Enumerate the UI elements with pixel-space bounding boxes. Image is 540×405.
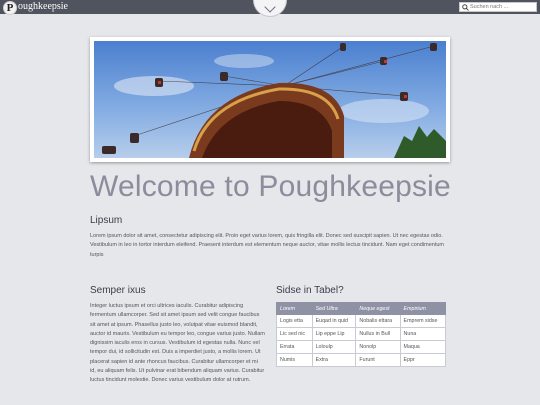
table-cell: Logis etta [277, 315, 313, 328]
semper-heading: Semper ixus [90, 285, 146, 296]
search-box[interactable] [459, 2, 537, 12]
table-row [277, 354, 446, 367]
table-row [277, 315, 446, 328]
chevron-down-icon [264, 1, 275, 12]
table-cell: Furunt [356, 354, 400, 367]
data-table [276, 302, 446, 367]
table-heading: Sidse in Tabel? [276, 285, 344, 296]
lipsum-paragraph: Lorem ipsum dolor sit amet, consectetur adipiscing elit. Proin eget varius lorem, quis fringilla elit. Donec sed suscipit sapien. Ut nec egestas odio. Vestibulum in leo in tortor interdum eleifend. Praesent interdum est elementum neque auctor, vitae mollis lectus tincidunt. Nam eget condimentum turpis [90, 233, 445, 258]
table-cell: Extra [312, 354, 356, 367]
page-title: Welcome to Poughkeepsie [90, 170, 451, 203]
table-cell: Loloulp [312, 341, 356, 354]
lipsum-heading: Lipsum [90, 215, 123, 226]
search-icon [462, 4, 469, 11]
site-name[interactable]: oughkeepsie [18, 1, 68, 12]
site-logo[interactable]: P [3, 1, 17, 15]
column-header: Sed Ultra [312, 303, 356, 315]
table-cell: Numis [277, 354, 313, 367]
column-header: Neque egest [356, 303, 400, 315]
table-cell: Lip eppe Lip [312, 328, 356, 341]
swing-carousel-photo [94, 41, 446, 158]
column-header: Lorem [277, 303, 313, 315]
column-header: Empirium [400, 303, 445, 315]
table-cell: Eppr [400, 354, 445, 367]
table-row [277, 341, 446, 354]
semper-paragraph: Integer luctus ipsum et orci ultrices iaculis. Curabitur adipiscing fermentum ullamcorper. Sed sit amet ipsum sed velit congue faucibus sit amet at ipsum. Phasellus justo leo, volutpat vitae euismod blandit, auctor id mauris. Vestibulum eu tempor leo, congue varius justo. Nullam dignissim iaculis eros in cursus. Vestibulum id egestas nulla. Nunc vel tempor dui, id sollicitudin est. Duis a imperdiet justo, a mollis lorem. Ut placerat sapien id ante rhoncus faucibus. Curabitur ullamcorper et mi id, eu aliquam felis. Ut pulvinar erat bibendum aliquam varius. Curabitur luctus tincidunt molestie. Donec varius vestibulum dolor at rutrum. [90, 303, 265, 384]
search-input[interactable] [470, 3, 534, 11]
table-cell: Maqua [400, 341, 445, 354]
hero-image [90, 37, 450, 162]
table-cell: Nonolp [356, 341, 400, 354]
menu-toggle[interactable] [253, 0, 287, 17]
table-cell: Nullus in Bull [356, 328, 400, 341]
table-row [277, 328, 446, 341]
table-cell: Emprem sidse [400, 315, 445, 328]
table-cell: Lic sed nic [277, 328, 313, 341]
table-cell: Nuna [400, 328, 445, 341]
table-header-row [277, 303, 446, 315]
table-cell: Euqad in quid [312, 315, 356, 328]
table-cell: Nobalis ettara [356, 315, 400, 328]
table-cell: Errata [277, 341, 313, 354]
